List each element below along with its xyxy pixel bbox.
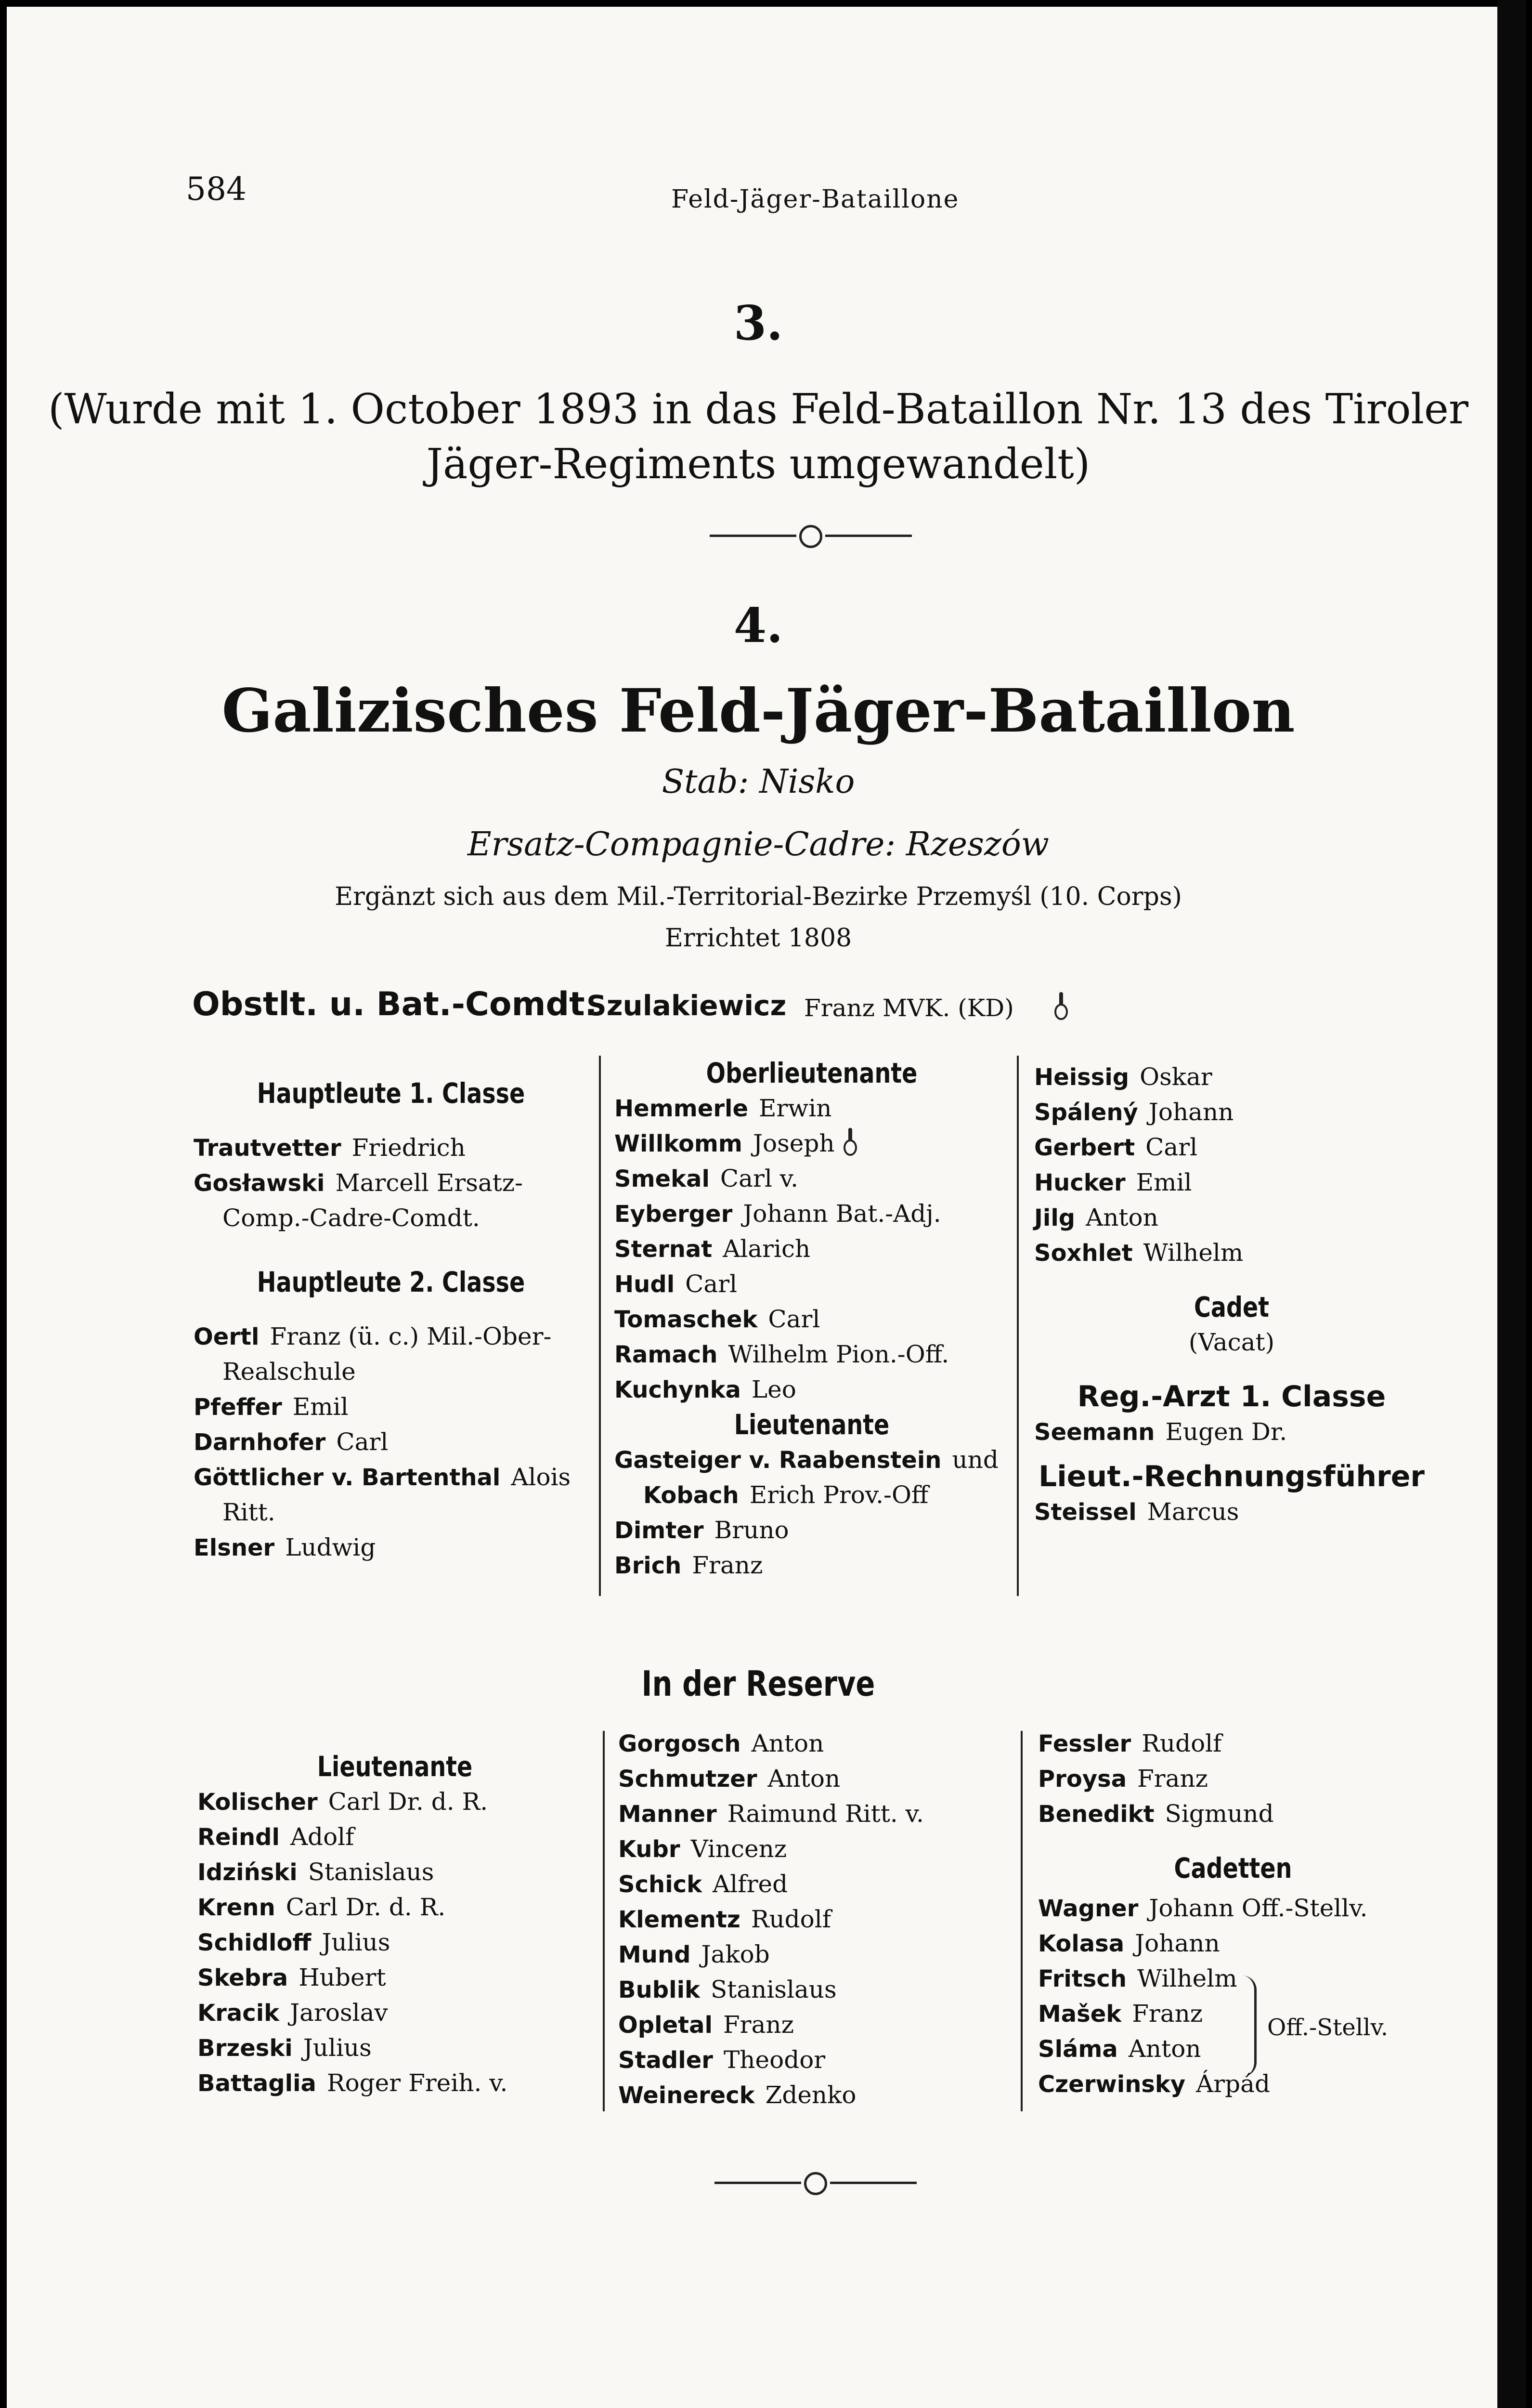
section-heading: Hauptleute 2. Classe (257, 1266, 525, 1298)
list-item (1038, 1761, 1471, 1796)
surname: Hucker (1034, 1169, 1126, 1196)
decoration-icon (842, 1128, 859, 1159)
given-name: Franz (1137, 1765, 1208, 1793)
column-divider (1017, 1056, 1019, 1596)
given-name: Erich Prov.-Off (749, 1481, 929, 1509)
list-item (194, 1425, 588, 1460)
section-heading: Reg.-Arzt 1. Classe (1077, 1380, 1386, 1413)
given-name: Anton (767, 1765, 841, 1793)
given-name: Roger Freih. v. (326, 2069, 508, 2097)
given-name: Wilhelm Pion.-Off. (728, 1340, 949, 1368)
given-name: Marcus (1147, 1498, 1239, 1526)
given-name: Raimund Ritt. v. (727, 1800, 924, 1828)
surname: Battaglia (197, 2070, 316, 2097)
section-heading: Lieutenante (734, 1408, 890, 1441)
given-name: Johann (1148, 1098, 1234, 1126)
given-name: Vincenz (690, 1835, 787, 1863)
given-name: Stanislaus (308, 1858, 434, 1886)
surname: Fessler (1038, 1730, 1131, 1757)
list-item (197, 2066, 592, 2101)
section-3-number: 3. (733, 296, 783, 351)
surname: Trautvetter (194, 1135, 341, 1162)
surname: Spálený (1034, 1099, 1138, 1126)
list-item (1034, 1200, 1467, 1235)
list-item (1038, 1726, 1471, 1761)
column-divider (603, 1731, 605, 2111)
battalion-title: Galizisches Feld-Jäger-Bataillon (221, 676, 1295, 746)
surname: Gerbert (1034, 1134, 1135, 1161)
list-item (194, 1354, 588, 1389)
given-name: Joseph (753, 1129, 835, 1157)
surname: Krenn (197, 1894, 275, 1921)
surname: Hudl (614, 1271, 675, 1298)
surname: Göttlicher v. Bartenthal (194, 1464, 501, 1491)
list-item (194, 1165, 588, 1201)
given-name: Carl (768, 1305, 820, 1333)
list-item (614, 1267, 1009, 1302)
surname: Oertl (194, 1323, 260, 1350)
given-name: Eugen Dr. (1165, 1418, 1287, 1446)
ersatz-line: Ersatz-Compagnie-Cadre: Rzeszów (467, 825, 1050, 864)
list-item (614, 1231, 1009, 1267)
given-name: Carl (336, 1428, 389, 1456)
given-name: Carl (1145, 1133, 1198, 1161)
vacat-note: (Vacat) (1188, 1328, 1275, 1356)
surname: Schmutzer (618, 1766, 757, 1793)
decoration-icon (1052, 992, 1070, 1023)
given-name: Hubert (299, 1963, 386, 1991)
list-item (618, 2007, 1013, 2042)
surname: Eyberger (614, 1201, 733, 1228)
given-name: Sigmund (1165, 1800, 1274, 1828)
list-item (1038, 1926, 1471, 1961)
surname: Soxhlet (1034, 1240, 1133, 1267)
given-name: Friedrich (351, 1134, 466, 1162)
list-item (194, 1319, 588, 1354)
given-name: Jakob (701, 1940, 770, 1968)
given-name: Jaroslav (290, 1999, 388, 2027)
list-item (1034, 1060, 1467, 1095)
surname: Steissel (1034, 1499, 1137, 1526)
list-item (1034, 1235, 1467, 1270)
surname: Elsner (194, 1534, 275, 1561)
surname: Idziński (197, 1859, 298, 1886)
list-item (197, 1960, 592, 1995)
list-item (1038, 1796, 1471, 1832)
given-name: Franz (ü. c.) Mil.-Ober- (270, 1322, 552, 1350)
commander-detail: Franz MVK. (KD) (804, 994, 1014, 1022)
surname: Schick (618, 1871, 702, 1898)
list-item (194, 1530, 588, 1565)
given-name: Emil (1136, 1168, 1192, 1196)
list-item (614, 1548, 1009, 1583)
given-name: Rudolf (1142, 1729, 1222, 1757)
list-item (194, 1389, 588, 1425)
given-name: Theodor (723, 2046, 826, 2074)
given-name: Carl v. (720, 1165, 798, 1192)
erganzt-line: Ergänzt sich aus dem Mil.-Territorial-Bezirke Przemyśl (10. Corps) (335, 882, 1182, 911)
list-item (618, 1937, 1013, 1972)
given-name: Emil (292, 1393, 349, 1421)
surname: Pfeffer (194, 1394, 282, 1421)
given-name: Árpád (1196, 2070, 1270, 2098)
surname: Brich (614, 1552, 682, 1579)
given-name: Leo (751, 1375, 796, 1403)
commander-name: Szulakiewicz (586, 989, 787, 1022)
given-name: Marcell Ersatz- (335, 1169, 523, 1197)
given-name: Carl Dr. d. R. (286, 1893, 446, 1921)
surname: Wagner (1038, 1895, 1139, 1922)
surname: Smekal (614, 1165, 710, 1192)
given-name: Anton (751, 1729, 824, 1757)
continuation: Realschule (222, 1358, 356, 1386)
list-item (614, 1513, 1009, 1548)
list-item (618, 1902, 1013, 1937)
list-item (614, 1126, 1009, 1161)
list-item (614, 1302, 1009, 1337)
surname: Czerwinsky (1038, 2071, 1186, 2098)
reserve-heading: In der Reserve (641, 1663, 875, 1704)
given-name: Franz (692, 1551, 763, 1579)
section-3-note-line-1: (Wurde mit 1. October 1893 in das Feld-Bataillon Nr. 13 des Tiroler (48, 385, 1469, 433)
list-item (197, 1784, 592, 1819)
list-item (194, 1460, 588, 1495)
given-name: Adolf (290, 1823, 354, 1851)
continuation: Comp.-Cadre-Comdt. (222, 1204, 480, 1232)
list-item (618, 1796, 1013, 1832)
ornament-divider (710, 521, 912, 550)
middle-column (614, 1056, 1009, 1583)
list-item (614, 1161, 1009, 1196)
surname: Sláma (1038, 2036, 1118, 2063)
list-item (618, 1867, 1013, 1902)
surname: Weinereck (618, 2082, 755, 2109)
given-name: Alois (511, 1463, 571, 1491)
given-name: Alfred (713, 1870, 788, 1898)
left-column (194, 1076, 588, 1565)
surname: Kracik (197, 2000, 280, 2027)
surname: Bublik (618, 1976, 700, 2003)
surname: Skebra (197, 1964, 288, 1991)
list-item (618, 2042, 1013, 2078)
brace-bracket (1242, 1976, 1257, 2077)
list-item (614, 1337, 1009, 1372)
column-divider (599, 1056, 601, 1596)
list-item (1038, 2067, 1471, 2102)
list-item (197, 1855, 592, 1890)
section-heading: Cadet (1194, 1291, 1270, 1323)
reserve-middle-column (618, 1726, 1013, 2113)
given-name: Anton (1086, 1204, 1158, 1231)
given-name: Johann (1135, 1929, 1220, 1957)
given-name: Johann Off.-Stellv. (1149, 1894, 1368, 1922)
surname: Opletal (618, 2012, 713, 2039)
given-name: Anton (1128, 2035, 1201, 2063)
commander-label: Obstlt. u. Bat.-Comdt. (192, 985, 597, 1023)
surname: Ramach (614, 1341, 718, 1368)
surname: Proysa (1038, 1766, 1127, 1793)
list-item (614, 1442, 1009, 1478)
section-heading: Lieutenante (317, 1750, 473, 1783)
surname: Willkomm (614, 1130, 742, 1157)
list-item (194, 1201, 588, 1236)
page-edge (1497, 0, 1526, 2408)
column-divider (1021, 1731, 1023, 2111)
list-item (618, 2078, 1013, 2113)
surname: Stadler (618, 2047, 713, 2074)
surname: Schidloff (197, 1929, 312, 1956)
given-name: Franz (1132, 2000, 1203, 2028)
given-name: Stanislaus (710, 1976, 837, 2003)
surname: Mund (618, 1941, 691, 1968)
surname: Seemann (1034, 1419, 1155, 1446)
list-item (614, 1196, 1009, 1231)
list-item (197, 1925, 592, 1960)
surname: Darnhofer (194, 1429, 326, 1456)
list-item (194, 1130, 588, 1165)
given-name: Ludwig (285, 1533, 376, 1561)
ornament-divider (714, 2168, 917, 2197)
brace-note: Off.-Stellv. (1267, 2014, 1389, 2041)
surname: Klementz (618, 1906, 740, 1933)
list-item (197, 2030, 592, 2066)
list-item (1034, 1494, 1467, 1530)
list-item (1034, 1414, 1467, 1450)
section-heading: Hauptleute 1. Classe (257, 1077, 525, 1110)
given-name: Wilhelm (1137, 1964, 1237, 1992)
surname: Reindl (197, 1824, 280, 1851)
given-name: und (952, 1446, 999, 1474)
list-item (194, 1495, 588, 1530)
list-item (197, 1890, 592, 1925)
section-heading: Cadetten (1174, 1852, 1292, 1885)
section-heading: Lieut.-Rechnungsführer (1039, 1460, 1425, 1493)
reserve-left-column (197, 1749, 592, 2101)
list-item (614, 1372, 1009, 1407)
surname: Manner (618, 1801, 717, 1828)
list-item (1034, 1095, 1467, 1130)
surname: Heissig (1034, 1064, 1130, 1091)
surname: Benedikt (1038, 1801, 1155, 1828)
surname: Tomaschek (614, 1306, 758, 1333)
given-name: Alarich (723, 1235, 811, 1263)
surname: Jilg (1034, 1204, 1076, 1231)
surname: Hemmerle (614, 1095, 748, 1122)
list-item (197, 1819, 592, 1855)
given-name: Bruno (714, 1516, 789, 1544)
list-item (1034, 1165, 1467, 1200)
list-item (614, 1091, 1009, 1126)
surname: Sternat (614, 1236, 713, 1263)
right-column (1034, 1060, 1467, 1530)
page-number: 584 (186, 170, 247, 208)
given-name: Julius (322, 1928, 390, 1956)
section-heading: Oberlieutenante (706, 1057, 918, 1089)
section-3-note-line-2: Jäger-Regiments umgewandelt) (426, 440, 1091, 488)
given-name: Carl (685, 1270, 738, 1298)
given-name: Rudolf (751, 1905, 831, 1933)
surname: Mašek (1038, 2001, 1122, 2028)
surname: Kobach (643, 1482, 739, 1509)
stab-line: Stab: Nisko (662, 763, 855, 801)
list-item (618, 1761, 1013, 1796)
given-name: Carl Dr. d. R. (328, 1788, 488, 1816)
surname: Fritsch (1038, 1965, 1127, 1992)
list-item (614, 1478, 1009, 1513)
given-name: Johann Bat.-Adj. (743, 1200, 941, 1228)
surname: Gorgosch (618, 1730, 741, 1757)
list-item (1034, 1130, 1467, 1165)
running-title: Feld-Jäger-Bataillone (671, 185, 960, 214)
given-name: Erwin (759, 1094, 832, 1122)
surname: Kolasa (1038, 1930, 1125, 1957)
list-item (618, 1972, 1013, 2007)
surname: Dimter (614, 1517, 704, 1544)
continuation: Ritt. (222, 1498, 275, 1526)
surname: Gosławski (194, 1170, 325, 1197)
section-4-number: 4. (733, 598, 783, 654)
surname: Gasteiger v. Raabenstein (614, 1447, 942, 1474)
given-name: Franz (723, 2011, 794, 2039)
surname: Kubr (618, 1836, 680, 1863)
given-name: Julius (303, 2034, 372, 2062)
errichtet-line: Errichtet 1808 (664, 924, 852, 953)
surname: Kuchynka (614, 1376, 741, 1403)
list-item (197, 1995, 592, 2030)
given-name: Zdenko (765, 2081, 857, 2109)
list-item (618, 1726, 1013, 1761)
given-name: Oskar (1140, 1063, 1212, 1091)
list-item (618, 1832, 1013, 1867)
document-page (7, 7, 1510, 2408)
surname: Kolischer (197, 1789, 318, 1816)
given-name: Wilhelm (1143, 1239, 1244, 1267)
surname: Brzeski (197, 2035, 293, 2062)
list-item (1038, 1891, 1471, 1926)
